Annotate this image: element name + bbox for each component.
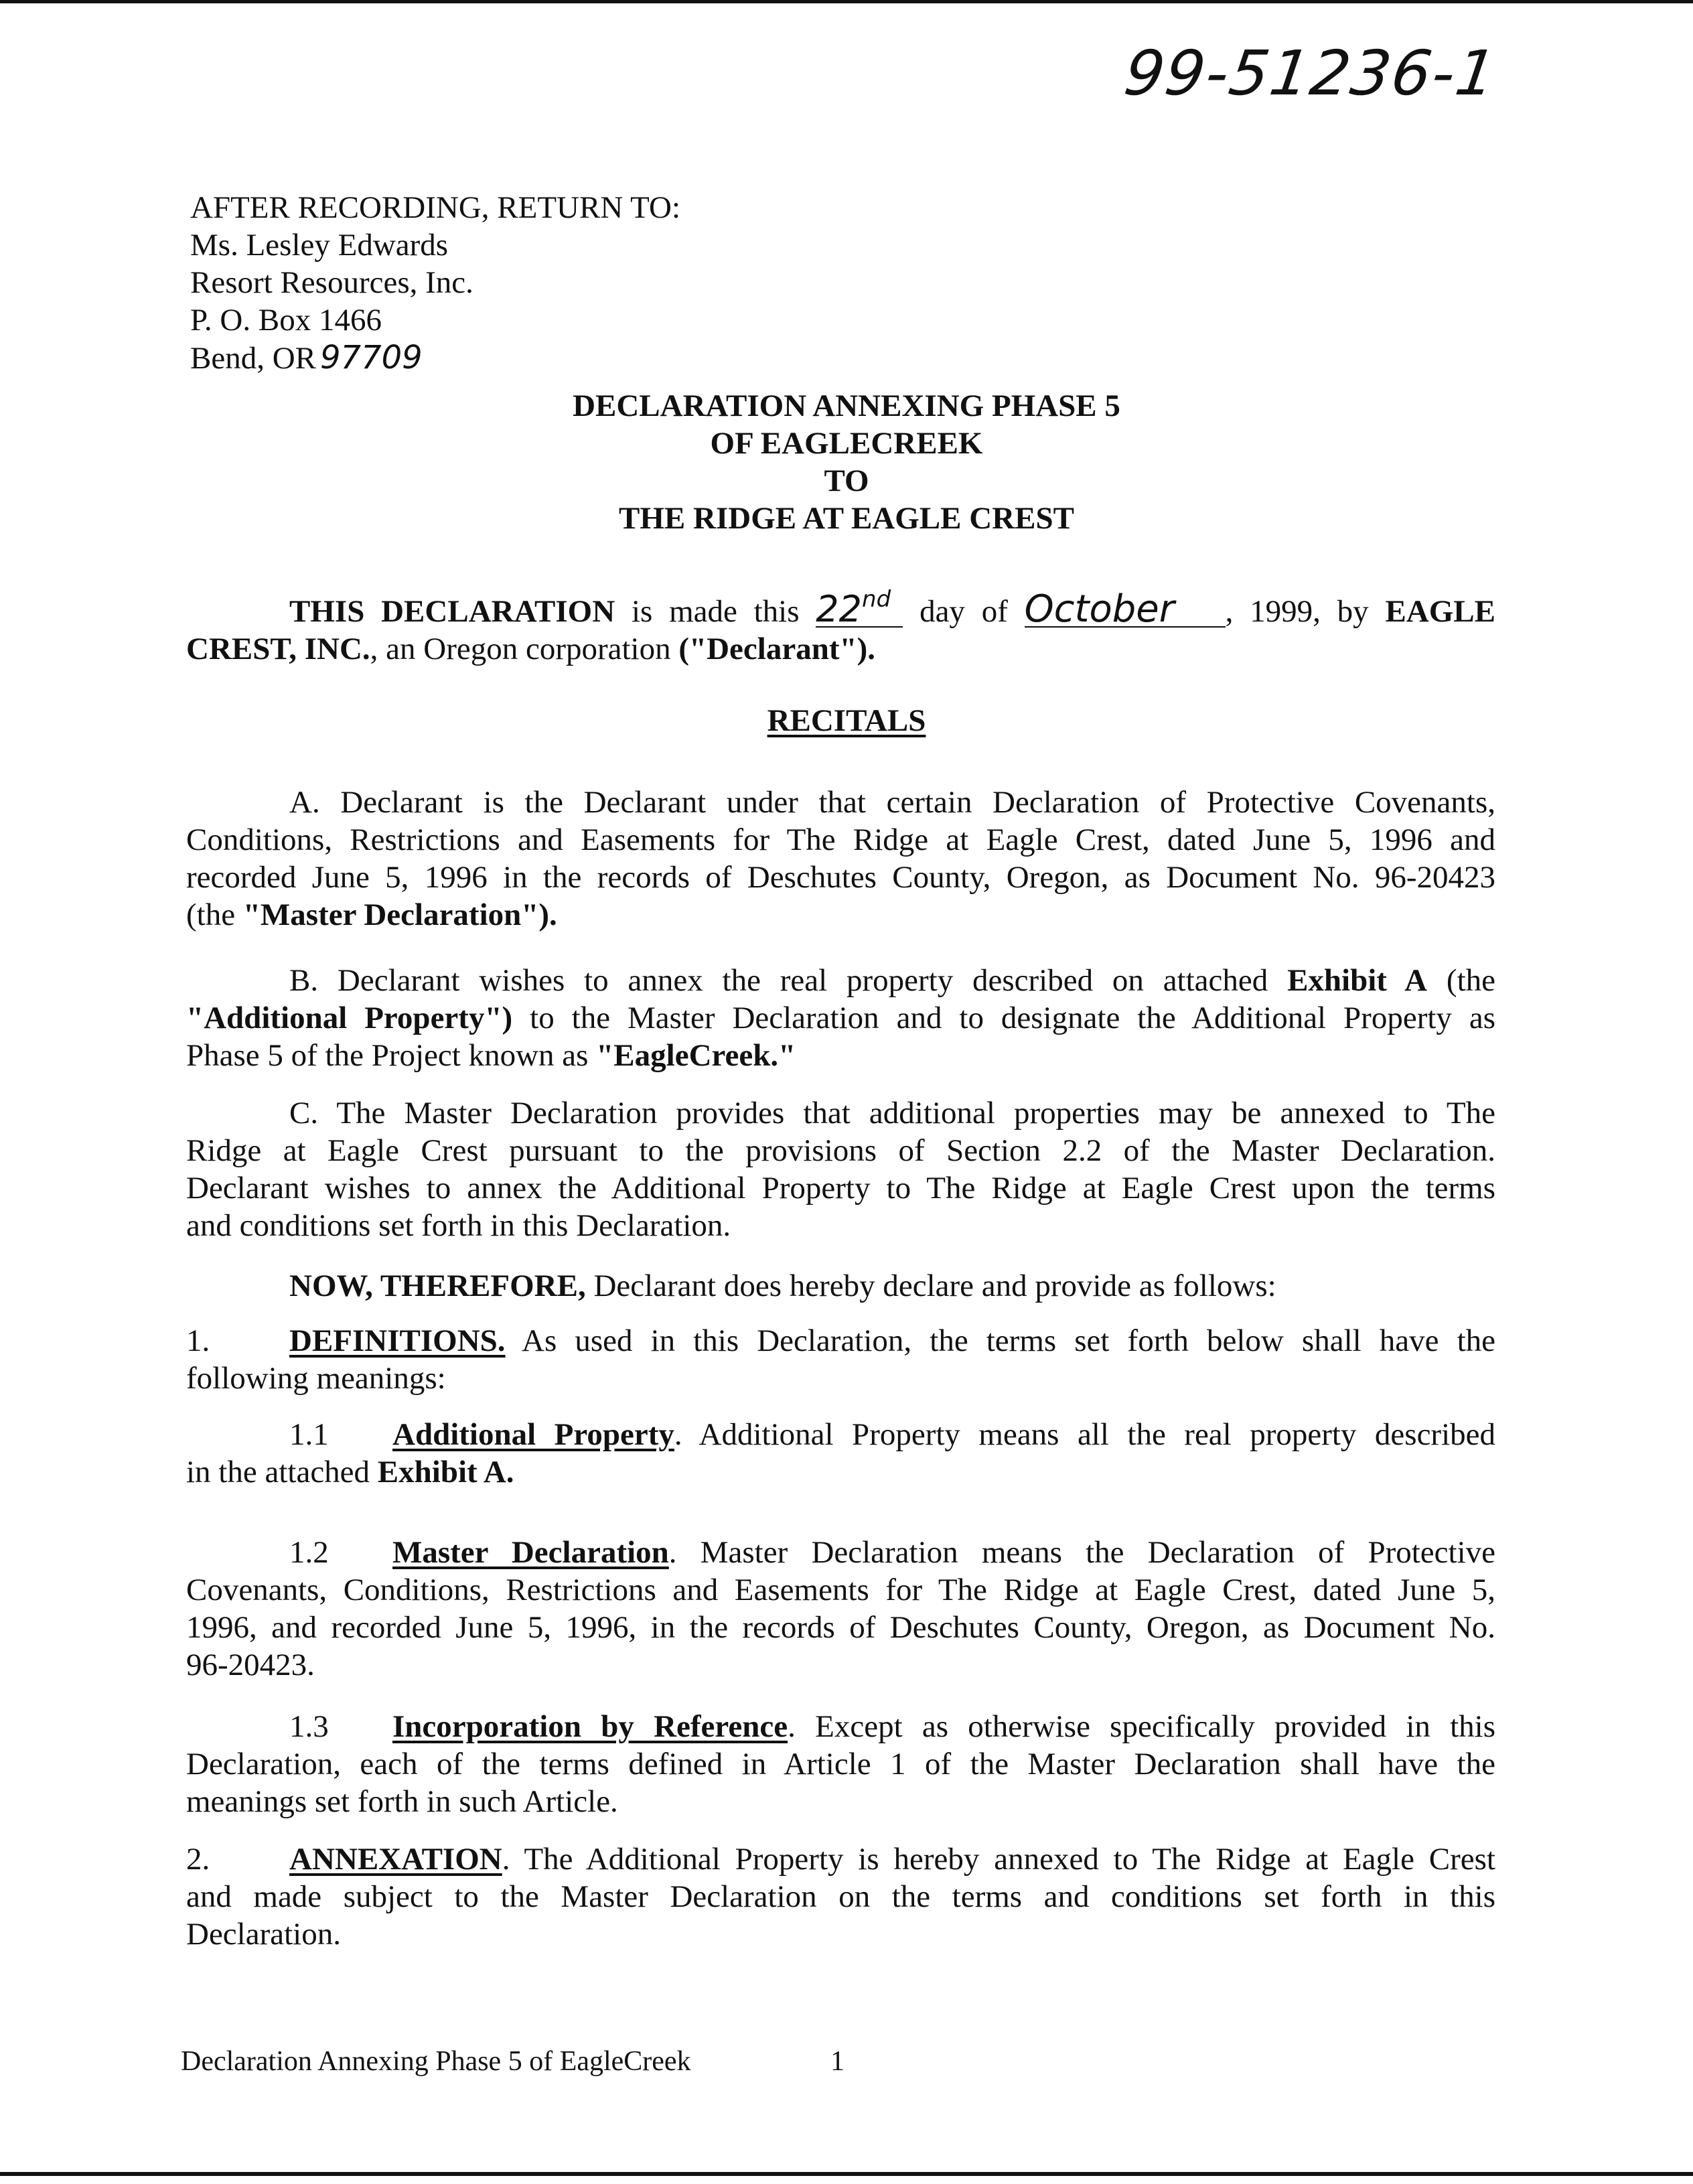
- handwritten-month: October: [1025, 593, 1226, 628]
- section-1-heading: DEFINITIONS.: [289, 1323, 506, 1358]
- recital-a: A. Declarant is the Declarant under that certain Declaration of Protective Covenants, Conditions, Restrictions and Easements for The Ridge at Eagle Crest, dated June 5, 1996 and recorded June 5, 1996 in the records of Deschutes County, Oregon, as Document No. 96-20423 (the "Master Declaration").: [186, 785, 1495, 932]
- return-city-line: [190, 339, 994, 377]
- section-1-2-heading: Master Declaration: [392, 1535, 669, 1570]
- handwritten-document-number: 99-51236-1: [1120, 38, 1502, 109]
- recital-c: C. The Master Declaration provides that additional properties may be annexed to The Ridge at Eagle Crest pursuant to the provisions of Section 2.2 of the Master Declaration. Declarant wishes to annex the Additional Property to The Ridge at Eagle Crest upon the terms and conditions set forth in this Declaration.: [186, 1096, 1495, 1243]
- section-1: 1. DEFINITIONS. As used in this Declaration, the terms set forth below shall have the following meanings:: [186, 1323, 1495, 1396]
- return-city: Bend, OR: [190, 341, 316, 376]
- handwritten-zip: 97709: [320, 339, 423, 376]
- return-line: AFTER RECORDING, RETURN TO:: [190, 190, 681, 225]
- intro-paragraph: THIS DECLARATION is made this 22nd day of October , 1999, by EAGLE CREST, INC., an Oregon corporation ("Declarant").: [186, 583, 1495, 668]
- handwritten-day: 22nd: [816, 583, 903, 628]
- return-name: Ms. Lesley Edwards: [190, 228, 449, 263]
- section-1-2: 1.2 Master Declaration. Master Declaration means the Declaration of Protective Covenants, Conditions, Restrictions and Easements for The Ridge at Eagle Crest, dated June 5, 1996, and recorded June 5, 1996, in the records of Deschutes County, Oregon, as Document No. 96-20423.: [186, 1535, 1495, 1682]
- return-po-box: P. O. Box 1466: [190, 303, 382, 338]
- section-1-1-heading: Additional Property: [392, 1417, 674, 1452]
- section-1-1: 1.1 Additional Property. Additional Property means all the real property described in the attached Exhibit A.: [186, 1417, 1495, 1489]
- section-1-3: 1.3 Incorporation by Reference. Except as otherwise specifically provided in this Declaration, each of the terms defined in Article 1 of the Master Declaration shall have the meanings set forth in such Article.: [186, 1709, 1496, 1819]
- return-company: Resort Resources, Inc.: [190, 265, 473, 300]
- recital-b: B. Declarant wishes to annex the real property described on attached Exhibit A (the "Additional Property") to the Master Declaration and to designate the Additional Property as Phase 5 of the Project known as "EagleCreek.": [186, 963, 1496, 1073]
- section-2-heading: ANNEXATION: [289, 1842, 502, 1877]
- return-address: [190, 189, 994, 377]
- title-line-2: OF EAGLECREEK: [710, 426, 983, 461]
- recitals-heading: RECITALS: [767, 703, 926, 738]
- intro-lead: THIS DECLARATION: [289, 594, 615, 629]
- section-2: 2. ANNEXATION. The Additional Property is hereby annexed to The Ridge at Eagle Crest and made subject to the Master Declaration on the terms and conditions set forth in this Declaration.: [186, 1842, 1495, 1952]
- scan-bottom-edge: [0, 2172, 1693, 2176]
- title-line-1: DECLARATION ANNEXING PHASE 5: [573, 388, 1120, 423]
- footer-title: Declaration Annexing Phase 5 of EagleCreek: [181, 2046, 691, 2077]
- section-1-3-heading: Incorporation by Reference: [392, 1709, 788, 1744]
- document-title: [0, 387, 1693, 537]
- now-therefore: NOW, THEREFORE, Declarant does hereby declare and provide as follows:: [289, 1268, 1276, 1303]
- page-number: 1: [830, 2046, 844, 2077]
- title-line-4: THE RIDGE AT EAGLE CREST: [619, 501, 1074, 536]
- title-line-3: TO: [824, 463, 869, 498]
- scan-top-edge: [0, 0, 1693, 3]
